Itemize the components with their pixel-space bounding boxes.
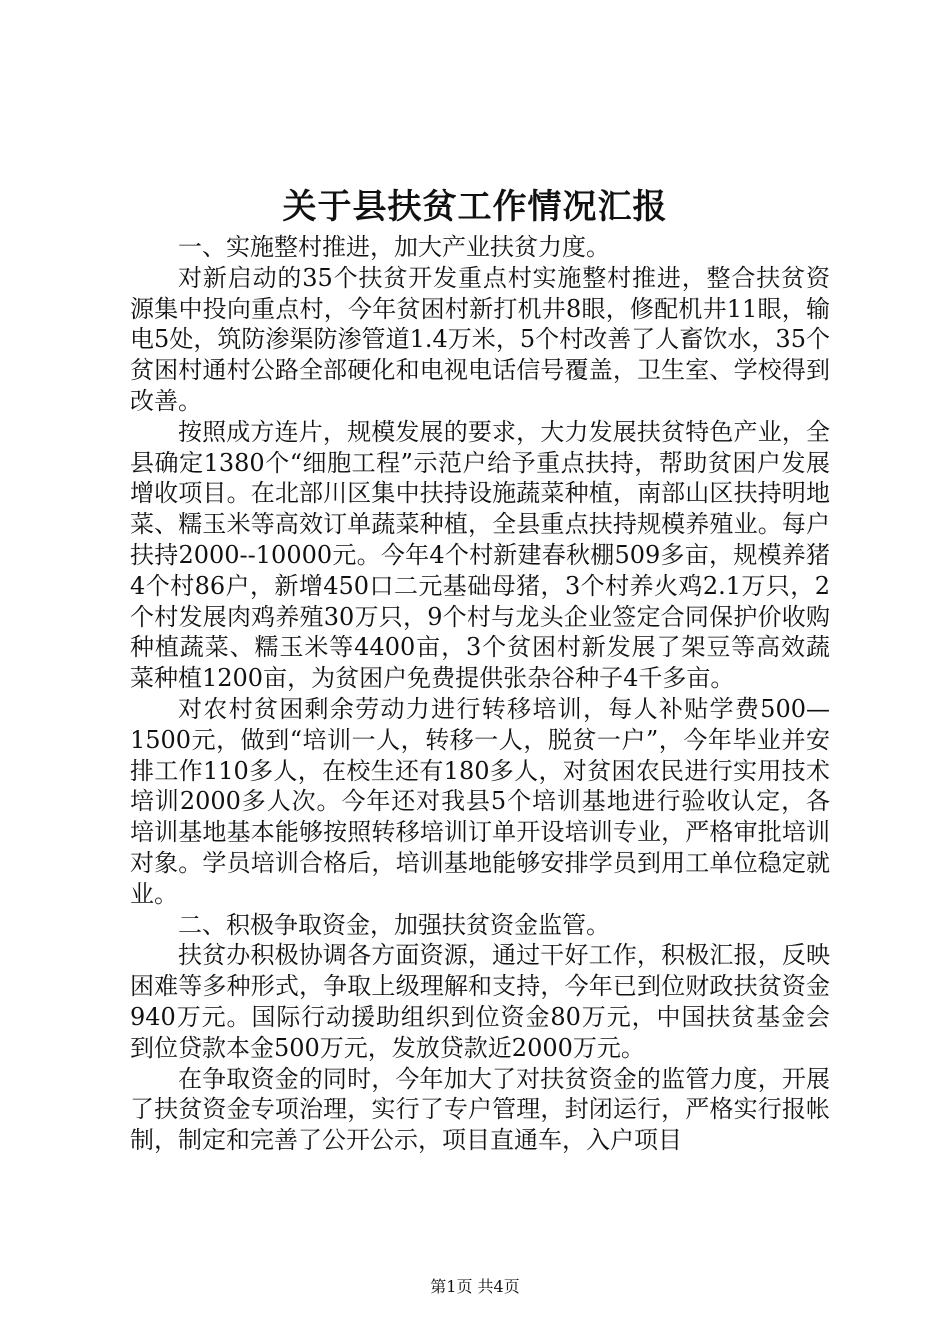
paragraph-fund-raising: 扶贫办积极协调各方面资源，通过干好工作，积极汇报，反映困难等多种形式，争取上级理解和支持，今年已到位财政扶贫资金940万元。国际行动援助组织到位资金80万元，中国扶贫基金会到位贷款本金500万元，发放贷款近2000万元。 [130, 941, 830, 1062]
section-heading-1: 一、实施整村推进，加大产业扶贫力度。 [178, 233, 610, 261]
paragraph-labor-training: 对农村贫困剩余劳动力进行转移培训，每人补贴学费500—1500元，做到“培训一人，转移一人，脱贫一户”，今年毕业并安排工作110多人，在校生还有180多人，对贫困农民进行实用技术培训2000多人次。今年还对我县5个培训基地进行验收认定，各培训基地基本能够按照转移培训订单开设培训专业，严格审批培训对象。学员培训合格后，培训基地能够安排学员到用工单位稳定就业。 [130, 694, 830, 908]
paragraph-industry-support: 按照成方连片，规模发展的要求，大力发展扶贫特色产业，全县确定1380个“细胞工程”示范户给予重点扶持，帮助贫困户发展增收项目。在北部川区集中扶持设施蔬菜种植，南部山区扶持明地菜、糯玉米等高效订单蔬菜种植，全县重点扶持规模养殖业。每户扶持2000--10000元。今年4个村新建春秋棚509多亩，规模养猪4个村86户，新增450口二元基础母猪，3个村养火鸡2.1万只，2个村发展肉鸡养殖30万只，9个村与龙头企业签定合同保护价收购种植蔬菜、糯玉米等4400亩，3个贫困村新发展了架豆等高效蔬菜种植1200亩，为贫困户免费提供张杂谷种子4千多亩。 [130, 417, 830, 693]
page-footer: 第1页 共4页 [430, 1277, 520, 1296]
document-body [130, 232, 830, 1156]
section-heading-2: 二、积极争取资金，加强扶贫资金监管。 [178, 910, 610, 939]
document-title: 关于县扶贫工作情况汇报 [282, 187, 668, 227]
paragraph-fund-supervision: 在争取资金的同时，今年加大了对扶贫资金的监管力度，开展了扶贫资金专项治理，实行了专户管理，封闭运行，严格实行报帐制，制定和完善了公开公示，项目直通车，入户项目 [130, 1064, 830, 1155]
paragraph-village-promotion: 对新启动的35个扶贫开发重点村实施整村推进，整合扶贫资源集中投向重点村，今年贫困村新打机井8眼，修配机井11眼，输电5处，筑防渗渠防渗管道1.4万米，5个村改善了人畜饮水，35个贫困村通村公路全部硬化和电视电话信号覆盖，卫生室、学校得到改善。 [130, 263, 830, 415]
